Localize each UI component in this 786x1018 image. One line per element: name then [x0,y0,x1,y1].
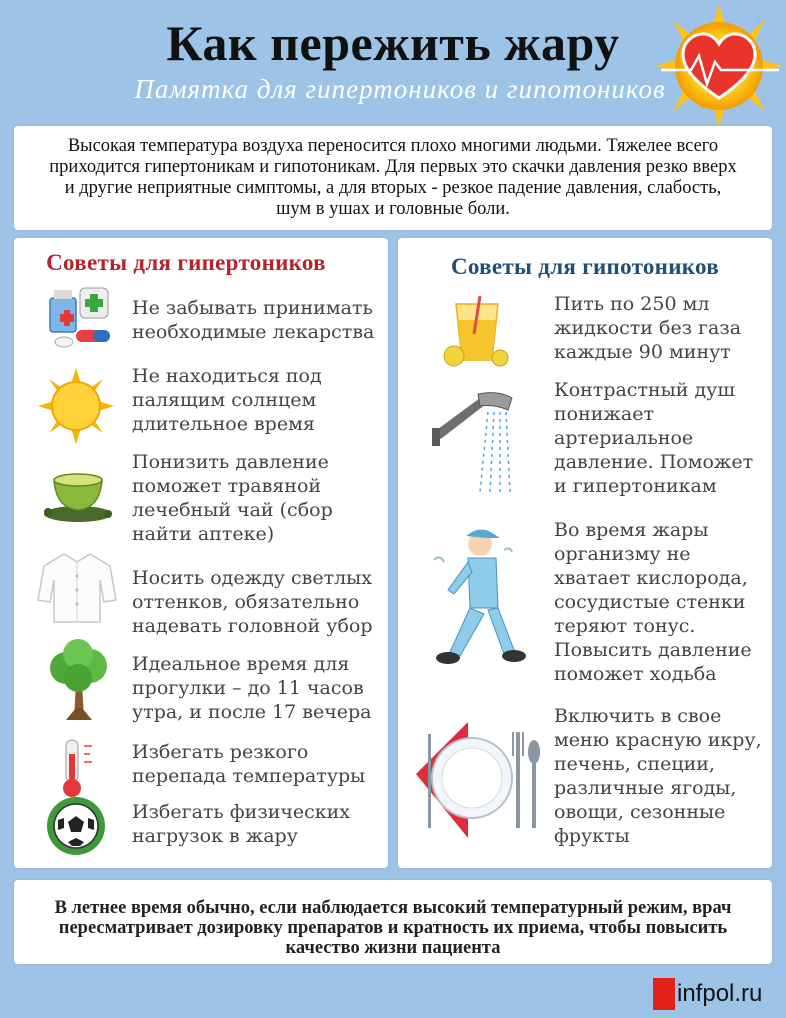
juice-icon [440,294,514,368]
tea-icon [40,464,116,524]
walker-icon [426,524,534,672]
hyper-tip-1: Не забывать принимать необходимые лекарства [132,297,375,343]
thermometer-icon [56,738,98,798]
hyper-tip-4: Носить одежду светлых оттенков, обязательно надевать головной убор [132,567,373,637]
hyper-tip-3: Понизить давление поможет травяной лечебный чай (сбор найти аптеке) [132,451,333,545]
hypertension-column [14,238,388,868]
pills-icon [46,284,118,352]
hypo-tip-1: Пить по 250 мл жидкости без газа каждые 90 минут [554,293,742,363]
intro-panel [14,126,772,230]
plate-icon [416,722,544,838]
page-title: Как пережить жару [166,15,620,71]
ball-icon [46,796,106,856]
brand-name: infpol.ru [677,980,763,1007]
hypotension-heading: Советы для гипотоников [451,254,719,279]
intro-text: Высокая температура воздуха переносится плохо многими людьми. Тяжелее всего приходится гипертоникам и гипотоникам. Для первых это скачки давления резко вверх и другие неприятные симптомы, а для вторых - резкое падение давления, слабость, шум в ушах и головные боли. [49,136,737,219]
hyper-tip-2: Не находиться под палящим солнцем длительное время [132,365,322,435]
hypo-tip-4: Включить в свое меню красную икру, печень, специи, различные ягоды, овощи, сезонные фрукты [554,705,762,847]
brand-mark-icon [653,978,675,1010]
shower-icon [428,388,520,498]
hypertension-heading: Советы для гипертоников [46,250,326,275]
footer-panel [14,880,772,964]
sun-icon [38,368,114,444]
hyper-tip-6: Избегать резкого перепада температуры [132,741,366,787]
heart-sun-icon [655,4,783,128]
hypotension-column [398,238,772,868]
hyper-tip-5: Идеальное время для прогулки – до 11 часов утра, и после 17 вечера [132,653,372,723]
brand-logo[interactable] [653,976,762,1012]
page-subtitle: Памятка для гипертоников и гипотоников [134,74,666,104]
footer-text: В летнее время обычно, если наблюдается высокий температурный режим, врач пересматривает дозировку препаратов и кратность их приема, чтобы повысить качество жизни пациента [54,898,732,958]
hyper-tip-7: Избегать физических нагрузок в жару [132,801,351,847]
hypo-tip-2: Контрастный душ понижает артериальное давление. Поможет и гипертоникам [554,379,754,497]
shirt-icon [36,550,118,626]
tree-icon [44,638,114,720]
hypo-tip-3: Во время жары организму не хватает кислорода, сосудистые стенки теряют тонус. Повысить давление поможет ходьба [554,519,752,685]
